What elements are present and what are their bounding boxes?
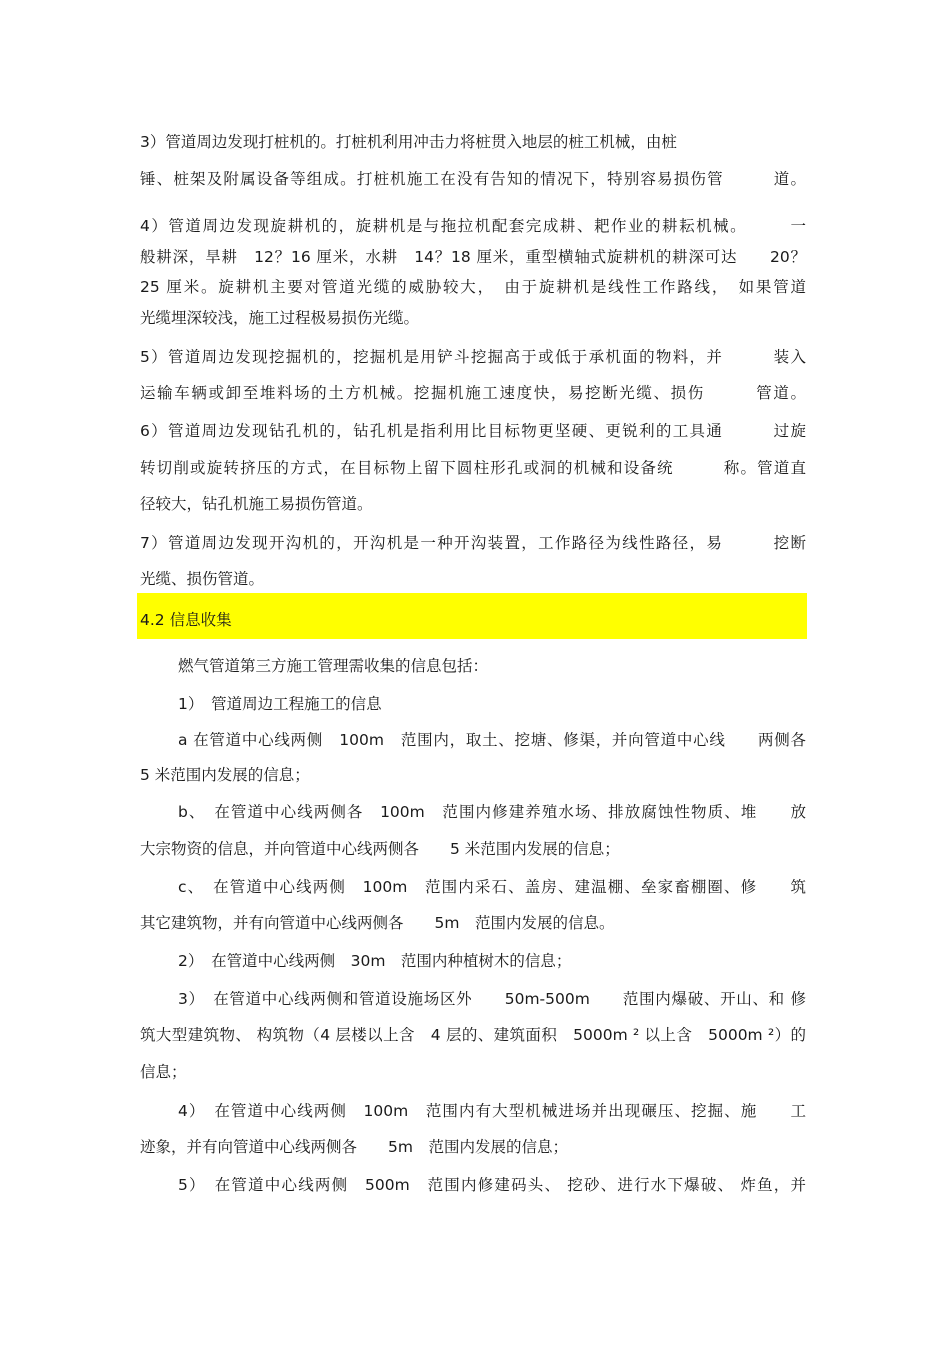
item-3-line-2: 筑大型建筑物、 构筑物（4 层楼以上含 4 层的、建筑面积 5000m ² 以上含 5000m ²）的 [140,1026,806,1044]
para-6-line-2: 转切削或旋转挤压的方式，在目标物上留下圆柱形孔或洞的机械和设备统 称。管道直 [140,459,806,477]
item-4-line-1: 4） 在管道中心线两侧 100m 范围内有大型机械进场并出现碾压、挖掘、施 工 [178,1102,806,1120]
para-5-line-1: 5）管道周边发现挖掘机的，挖掘机是用铲斗挖掘高于或低于承机面的物料，并 装入 [140,348,806,366]
item-3-line-3: 信息； [140,1063,187,1081]
para-6-line-3: 径较大，钻孔机施工易损伤管道。 [140,495,373,513]
item-b-line-2: 大宗物资的信息，并向管道中心线两侧各 5 米范围内发展的信息； [140,840,620,858]
item-2-line: 2） 在管道中心线两侧 30m 范围内种植树木的信息； [178,952,572,970]
para-7-line-1: 7）管道周边发现开沟机的，开沟机是一种开沟装置，工作路径为线性路径，易 挖断 [140,534,806,552]
para-3-line-1: 3）管道周边发现打桩机的。打桩机利用冲击力将桩贯入地层的桩工机械，由桩 [140,133,677,151]
item-b-line-1: b、 在管道中心线两侧各 100m 范围内修建养殖水场、排放腐蚀性物质、堆 放 [178,803,806,821]
item-3-line-1: 3） 在管道中心线两侧和管道设施场区外 50m-500m 范围内爆破、开山、和 修 [178,990,806,1008]
item-1-line: 1） 管道周边工程施工的信息 [178,695,382,713]
para-6-line-1: 6）管道周边发现钻孔机的，钻孔机是指利用比目标物更坚硬、更锐利的工具通 过旋 [140,422,806,440]
item-4-line-2: 迹象，并有向管道中心线两侧各 5m 范围内发展的信息； [140,1138,568,1156]
item-c-line-2: 其它建筑物，并有向管道中心线两侧各 5m 范围内发展的信息。 [140,914,615,932]
item-a-line-1: a 在管道中心线两侧 100m 范围内，取土、挖塘、修渠，并向管道中心线 两侧各 [178,731,806,749]
item-a-line-2: 5 米范围内发展的信息； [140,766,310,784]
item-5-line-1: 5） 在管道中心线两侧 500m 范围内修建码头、 挖砂、进行水下爆破、 炸鱼，并 [178,1176,806,1194]
para-4-line-4: 光缆埋深较浅，施工过程极易损伤光缆。 [140,309,420,327]
para-3-line-2: 锤、桩架及附属设备等组成。打桩机施工在没有告知的情况下，特别容易损伤管 道。 [140,170,806,188]
para-5-line-2: 运输车辆或卸至堆料场的土方机械。挖掘机施工速度快，易挖断光缆、损伤 管道。 [140,384,806,402]
section-heading: 4.2 信息收集 [140,611,232,629]
para-7-line-2: 光缆、损伤管道。 [140,570,265,588]
para-4-line-1: 4）管道周边发现旋耕机的，旋耕机是与拖拉机配套完成耕、耙作业的耕耘机械。 一 [140,217,806,235]
section-heading-highlight [137,593,807,639]
item-c-line-1: c、 在管道中心线两侧 100m 范围内采石、盖房、建温棚、垒家畜棚圈、修 筑 [178,878,806,896]
para-4-line-2: 般耕深，旱耕 12？16 厘米，水耕 14？18 厘米，重型横轴式旋耕机的耕深可达 20？ [140,248,806,266]
para-4-line-3: 25 厘米。旋耕机主要对管道光缆的威胁较大， 由于旋耕机是线性工作路线， 如果管道 [140,278,806,296]
intro-line: 燃气管道第三方施工管理需收集的信息包括： [178,657,489,675]
